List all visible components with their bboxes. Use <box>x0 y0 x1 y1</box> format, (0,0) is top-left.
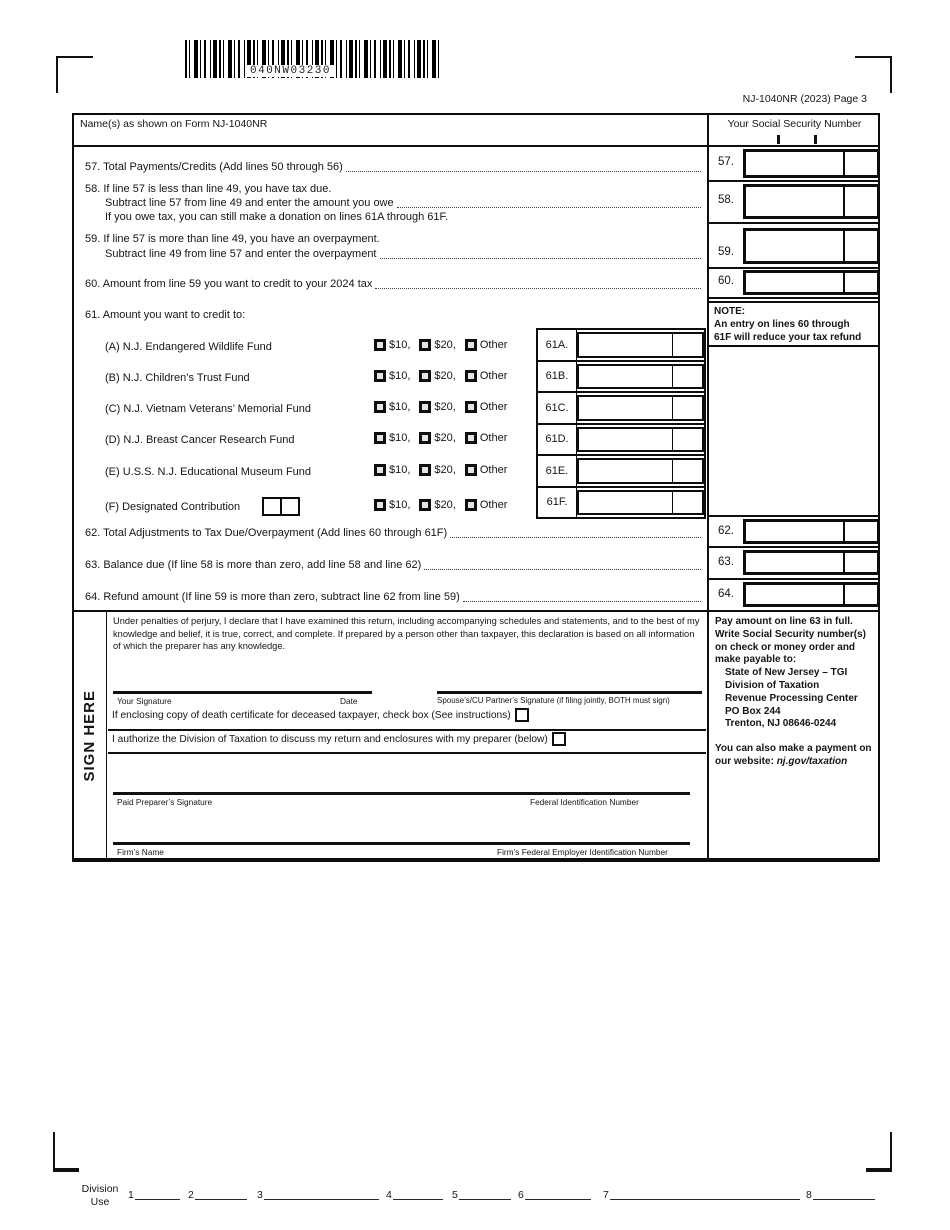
fund-f-amount-box[interactable] <box>577 490 704 516</box>
note-line1: An entry on lines 60 through <box>714 319 850 330</box>
fund-b-row <box>538 362 704 394</box>
dotted-leader <box>424 569 701 570</box>
note-title: NOTE: <box>714 306 746 317</box>
your-signature-line[interactable] <box>113 691 372 694</box>
row-divider-62-63 <box>707 546 880 548</box>
line62-box-label: 62. <box>718 525 734 537</box>
sign-divider-2 <box>108 752 706 754</box>
crop-mark-top-right <box>855 56 892 93</box>
fund-f-cents-box[interactable] <box>672 492 702 514</box>
authorize-preparer-row <box>112 732 566 746</box>
division-use-blank <box>393 1199 443 1200</box>
line64-label: 64. Refund amount (If line 59 is more than zero, subtract line 62 from line 59) <box>85 591 460 603</box>
fund-d-other-checkbox[interactable] <box>465 432 477 444</box>
firm-name-label: Firm’s Name <box>117 847 164 857</box>
death-certificate-checkbox[interactable] <box>515 708 529 722</box>
fund-e-label: (E) U.S.S. N.J. Educational Museum Fund <box>105 466 312 478</box>
line57-amount-box[interactable] <box>743 149 880 178</box>
fund-b-other-checkbox[interactable] <box>465 370 477 382</box>
note-line2: 61F will reduce your tax refund <box>714 332 862 343</box>
fund-e-20-checkbox[interactable] <box>419 464 431 476</box>
taxation-website-link[interactable]: nj.gov/taxation <box>776 755 848 767</box>
option-10-label: $10, <box>389 370 411 382</box>
fund-d-row <box>538 425 704 457</box>
line59-label-2: Subtract line 49 from line 57 and enter the overpayment <box>105 248 377 260</box>
fund-d-options <box>374 432 516 444</box>
division-use-blank <box>459 1199 511 1200</box>
option-20-label: $20, <box>434 370 456 382</box>
division-use-blank <box>135 1199 180 1200</box>
option-other-label: Other <box>479 339 508 351</box>
firm-fein-label: Firm’s Federal Employer Identification Number <box>497 847 668 857</box>
division-use-num: 5 <box>452 1189 458 1201</box>
fund-d-label: (D) N.J. Breast Cancer Research Fund <box>105 434 295 446</box>
fund-e-box-label: 61E. <box>538 456 577 486</box>
line63-label: 63. Balance due (If line 58 is more than zero, add line 58 and line 62) <box>85 559 422 571</box>
fund-a-row <box>538 330 704 362</box>
division-use-field-7 <box>603 1189 800 1201</box>
fund-e-10-checkbox[interactable] <box>374 464 386 476</box>
spouse-signature-label: Spouse’s/CU Partner’s Signature (if filing jointly, BOTH must sign) <box>437 696 670 705</box>
line63-row <box>85 559 702 572</box>
fund-c-box-label: 61C. <box>538 393 577 423</box>
fund-d-10-checkbox[interactable] <box>374 432 386 444</box>
line64-row <box>85 591 702 604</box>
authorize-preparer-label: I authorize the Division of Taxation to discuss my return and enclosures with my preparer (below) <box>112 733 548 745</box>
date-label: Date <box>340 696 358 706</box>
code-box-cell[interactable] <box>282 499 298 514</box>
option-other-label: Other <box>479 401 508 413</box>
option-other-label: Other <box>479 370 508 382</box>
fund-c-amount-box[interactable] <box>577 395 704 421</box>
code-box-cell[interactable] <box>264 499 280 514</box>
division-use-num: 6 <box>518 1189 524 1201</box>
line57-box-label: 57. <box>718 156 734 168</box>
fund-f-options <box>374 499 516 511</box>
division-use-blank <box>610 1199 800 1200</box>
fund-a-options <box>374 339 516 351</box>
line64-box-label: 64. <box>718 588 734 600</box>
page-reference: NJ-1040NR (2023) Page 3 <box>742 93 867 105</box>
line58-box-label: 58. <box>718 194 734 206</box>
line62-amount-box[interactable] <box>743 519 880 544</box>
fund-e-amount-box[interactable] <box>577 458 704 484</box>
line60-box-label: 60. <box>718 275 734 287</box>
division-use-num: 1 <box>128 1189 134 1201</box>
fund-a-20-checkbox[interactable] <box>419 339 431 351</box>
perjury-declaration: Under penalties of perjury, I declare that I have examined this return, including accompanying schedules and statements, and to the best of my knowledge and belief, it is true, correct, and complete. If prepared by a person other than taxpayer, this declaration is based on all information of which the preparer has any knowledge. <box>113 616 700 652</box>
option-10-label: $10, <box>389 339 411 351</box>
option-10-label: $10, <box>389 401 411 413</box>
fund-e-cents-box[interactable] <box>672 460 702 482</box>
barcode <box>185 40 440 78</box>
line57-label: 57. Total Payments/Credits (Add lines 50 through 56) <box>85 161 343 173</box>
row-divider-59-60 <box>707 267 880 269</box>
division-use-field-3 <box>257 1189 379 1201</box>
row-divider-62-top <box>707 515 880 517</box>
your-signature-label: Your Signature <box>117 696 172 706</box>
sign-here-label: SIGN HERE <box>81 689 98 782</box>
fund-a-label: (A) N.J. Endangered Wildlife Fund <box>105 341 272 353</box>
line64-amount-box[interactable] <box>743 582 880 607</box>
division-use-blank <box>525 1199 591 1200</box>
division-use-blank <box>195 1199 247 1200</box>
line60-amount-box[interactable] <box>743 270 880 295</box>
option-20-label: $20, <box>434 401 456 413</box>
option-20-label: $20, <box>434 499 456 511</box>
division-use-field-4 <box>386 1189 443 1201</box>
dotted-leader <box>346 171 701 172</box>
division-use-num: 2 <box>188 1189 194 1201</box>
dotted-leader <box>375 288 701 289</box>
payment-instructions <box>707 610 880 862</box>
division-use-label-line1: Division <box>81 1183 119 1195</box>
fund-a-10-checkbox[interactable] <box>374 339 386 351</box>
crop-mark-bottom-left <box>53 1132 63 1170</box>
option-20-label: $20, <box>434 464 456 476</box>
fund-a-cents-box[interactable] <box>672 334 702 356</box>
option-10-label: $10, <box>389 499 411 511</box>
fund-c-options <box>374 401 516 413</box>
division-use-label <box>76 1183 124 1209</box>
option-10-label: $10, <box>389 464 411 476</box>
row-divider-58-59 <box>707 222 880 224</box>
row-divider-57-58 <box>707 180 880 182</box>
division-use-field-5 <box>452 1189 511 1201</box>
crop-mark-top-left <box>56 56 93 93</box>
payee-line: PO Box 244 <box>725 705 781 717</box>
crop-mark-bottom-left-bar <box>53 1168 79 1172</box>
division-use-label-line2: Use <box>90 1196 110 1208</box>
death-certificate-label: If enclosing copy of death certificate for deceased taxpayer, check box (See instructions) <box>112 709 511 721</box>
fund-c-other-checkbox[interactable] <box>465 401 477 413</box>
ssn-divider-tick <box>814 135 817 144</box>
ssn-divider-tick <box>777 135 780 144</box>
designated-contribution-code-box[interactable] <box>262 497 300 516</box>
fund-f-other-checkbox[interactable] <box>465 499 477 511</box>
fund-f-label: (F) Designated Contribution <box>105 501 241 513</box>
website-payment-text <box>715 743 874 769</box>
fund-a-box-label: 61A. <box>538 330 577 360</box>
line64-cents-box[interactable] <box>843 585 877 604</box>
barcode-text: 040NW03230 <box>247 65 334 77</box>
payee-line: Revenue Processing Center <box>725 692 858 704</box>
option-other-label: Other <box>479 464 508 476</box>
fund-b-options <box>374 370 516 382</box>
division-use-num: 8 <box>806 1189 812 1201</box>
note-box <box>707 301 880 347</box>
option-10-label: $10, <box>389 432 411 444</box>
line58-label-3: If you owe tax, you can still make a donation on lines 61A through 61F. <box>105 211 449 223</box>
option-other-label: Other <box>479 432 508 444</box>
line63-amount-box[interactable] <box>743 550 880 575</box>
fund-a-amount-box[interactable] <box>577 332 704 358</box>
fund-c-row <box>538 393 704 425</box>
website-payment-prefix: You can also make a payment on our website: <box>715 743 872 767</box>
crop-mark-bottom-right-bar <box>866 1168 892 1172</box>
division-use-field-6 <box>518 1189 591 1201</box>
dotted-leader <box>463 601 701 602</box>
fund-b-10-checkbox[interactable] <box>374 370 386 382</box>
spouse-signature-line[interactable] <box>437 691 702 694</box>
line57-cents-box[interactable] <box>843 152 877 175</box>
line60-row <box>85 278 702 291</box>
fund-e-row <box>538 456 704 488</box>
row-divider-60-note <box>707 297 880 299</box>
fund-f-10-checkbox[interactable] <box>374 499 386 511</box>
payee-line: Division of Taxation <box>725 679 820 691</box>
fund-d-cents-box[interactable] <box>672 429 702 451</box>
fund-c-20-checkbox[interactable] <box>419 401 431 413</box>
dotted-leader <box>397 207 701 208</box>
fund-a-other-checkbox[interactable] <box>465 339 477 351</box>
line57-row <box>85 161 702 174</box>
option-other-label: Other <box>479 499 508 511</box>
federal-id-label: Federal Identification Number <box>530 797 639 807</box>
payee-line: State of New Jersey – TGI <box>725 667 848 679</box>
line59-box-label: 59. <box>718 246 734 258</box>
header-row-divider <box>72 145 880 147</box>
division-use-blank <box>264 1199 379 1200</box>
dotted-leader <box>450 537 701 538</box>
fund-d-amount-box[interactable] <box>577 427 704 453</box>
fund-f-box-label: 61F. <box>538 488 577 518</box>
fund-f-20-checkbox[interactable] <box>419 499 431 511</box>
dotted-leader <box>380 258 702 259</box>
line59-row <box>105 248 702 261</box>
row-divider-63-64 <box>707 578 880 580</box>
payment-text: Pay amount on line 63 in full. Write Social Security number(s) on check or money order and make payable to: <box>715 616 866 666</box>
name-field-label: Name(s) as shown on Form NJ-1040NR <box>80 118 268 130</box>
line63-box-label: 63. <box>718 556 734 568</box>
fund-b-box-label: 61B. <box>538 362 577 392</box>
line58-cents-box[interactable] <box>843 187 877 216</box>
line59-label-1: 59. If line 57 is more than line 49, you have an overpayment. <box>85 233 380 245</box>
option-20-label: $20, <box>434 432 456 444</box>
fund-b-cents-box[interactable] <box>672 366 702 388</box>
division-use-field-8 <box>806 1189 875 1201</box>
division-use-field-2 <box>188 1189 247 1201</box>
fund-c-cents-box[interactable] <box>672 397 702 419</box>
option-20-label: $20, <box>434 339 456 351</box>
payee-line: Trenton, NJ 08646-0244 <box>725 718 837 730</box>
division-use-field-1 <box>128 1189 180 1201</box>
fund-b-amount-box[interactable] <box>577 364 704 390</box>
line61-amount-table <box>536 328 706 519</box>
sign-divider-1 <box>108 729 706 731</box>
fund-b-label: (B) N.J. Children’s Trust Fund <box>105 372 250 384</box>
name-field[interactable] <box>74 115 705 143</box>
line58-row <box>105 197 702 210</box>
preparer-signature-label: Paid Preparer’s Signature <box>117 797 213 807</box>
division-use-num: 3 <box>257 1189 263 1201</box>
line58-amount-box[interactable] <box>743 184 880 219</box>
authorize-preparer-checkbox[interactable] <box>552 732 566 746</box>
division-use-num: 7 <box>603 1189 609 1201</box>
fund-b-20-checkbox[interactable] <box>419 370 431 382</box>
division-use-num: 4 <box>386 1189 392 1201</box>
sign-here-column <box>73 611 107 860</box>
fund-d-box-label: 61D. <box>538 425 577 455</box>
line59-cents-box[interactable] <box>843 231 877 261</box>
line60-label: 60. Amount from line 59 you want to credit to your 2024 tax <box>85 278 373 290</box>
fund-e-options <box>374 464 516 476</box>
line62-label: 62. Total Adjustments to Tax Due/Overpayment (Add lines 60 through 61F) <box>85 527 448 539</box>
line60-cents-box[interactable] <box>843 273 877 292</box>
death-certificate-row <box>112 708 529 722</box>
line62-cents-box[interactable] <box>843 522 877 541</box>
line58-label-1: 58. If line 57 is less than line 49, you have tax due. <box>85 183 332 195</box>
firm-name-line[interactable] <box>113 842 690 845</box>
preparer-signature-line[interactable] <box>113 792 690 795</box>
line61-label: 61. Amount you want to credit to: <box>85 309 246 321</box>
line58-label-2: Subtract line 57 from line 49 and enter the amount you owe <box>105 197 394 209</box>
ssn-field[interactable] <box>709 115 880 145</box>
line62-row <box>85 527 702 540</box>
fund-d-20-checkbox[interactable] <box>419 432 431 444</box>
ssn-field-label: Your Social Security Number <box>727 118 862 130</box>
line63-cents-box[interactable] <box>843 553 877 572</box>
division-use-blank <box>813 1199 875 1200</box>
line59-amount-box[interactable] <box>743 228 880 264</box>
fund-c-label: (C) N.J. Vietnam Veterans’ Memorial Fund <box>105 403 312 415</box>
crop-mark-bottom-right <box>882 1132 892 1170</box>
fund-c-10-checkbox[interactable] <box>374 401 386 413</box>
fund-f-row <box>538 488 704 518</box>
fund-e-other-checkbox[interactable] <box>465 464 477 476</box>
